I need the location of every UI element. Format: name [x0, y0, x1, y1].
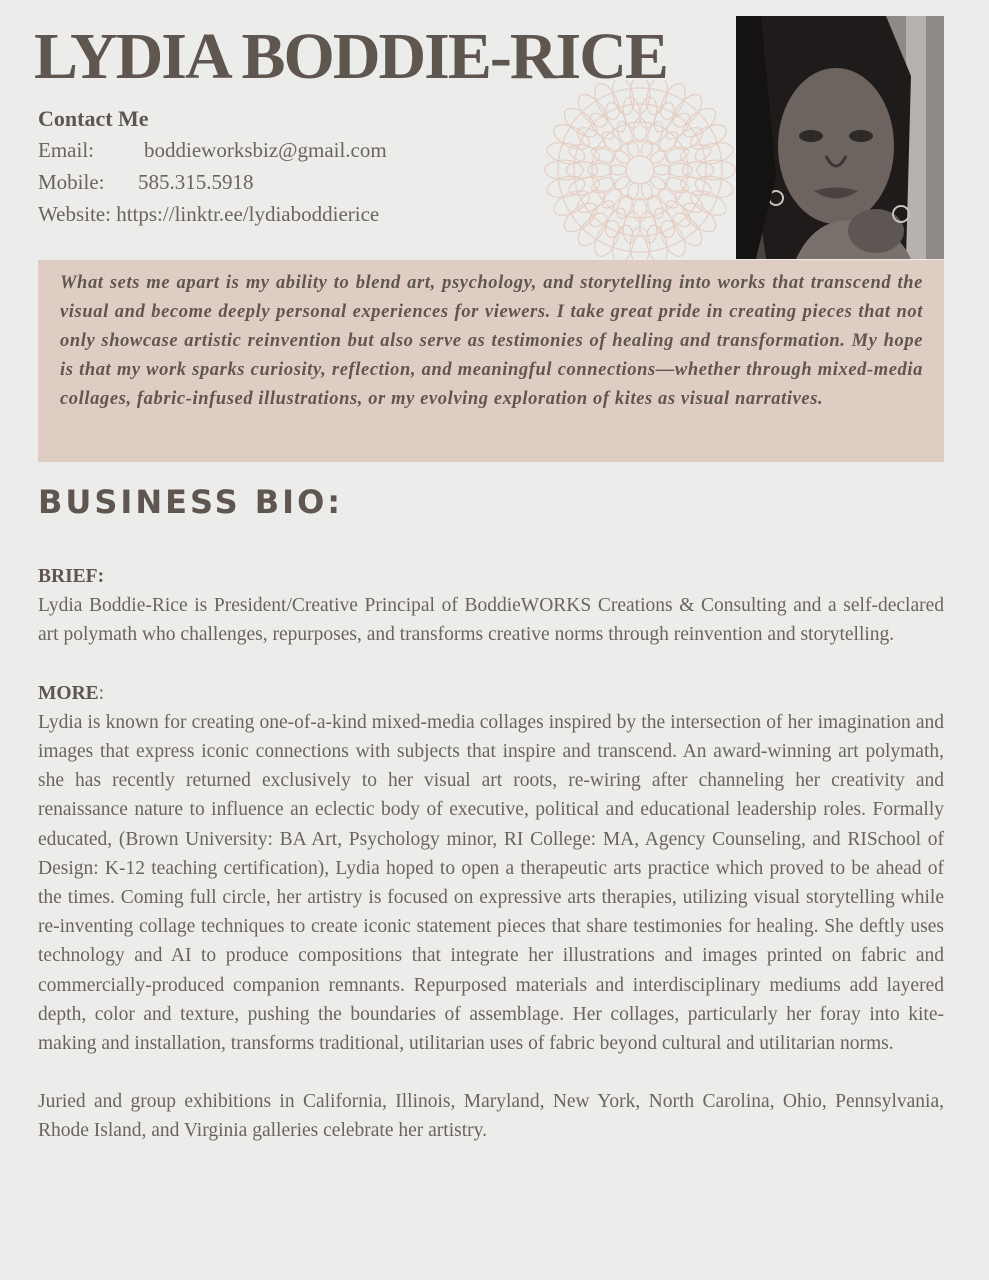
flower-petal	[682, 162, 713, 178]
flower-petal	[645, 119, 666, 146]
website-row	[38, 202, 387, 227]
mobile-row	[38, 170, 387, 195]
mobile-number[interactable]: 585.315.5918	[138, 170, 254, 194]
exhibitions-text: Juried and group exhibitions in California, Illinois, Maryland, New York, North Carolina, Ohio, Pennsylvania, Rhode Island, and Virginia galleries celebrate her artistry.	[38, 1091, 944, 1142]
bio-section	[38, 562, 944, 1146]
more-text: Lydia is known for creating one-of-a-kind mixed-media collages inspired by the intersection of her imagination and images that express iconic connections with subjects that inspire and transcend. An award-winning art polymath, she has recently returned exclusively to her visual art roots, re-wiring after channeling her creativity and renaissance nature to influence an eclectic body of executive, political and educational leadership roles. Formally educated, (Brown University: BA Art, Psychology minor, RI College: MA, Agency Counseling, and RISchool of Design: K-12 teaching certification), Lydia hoped to open a therapeutic arts practice which proved to be ahead of the times. Coming full circle, her artistry is focused on expressive arts therapies, utilizing visual storytelling while re-inventing collage techniques to create iconic statement pieces that share testimonies for healing. She deftly uses technology and AI to produce compositions that integrate her illustrations and images printed on fabric and commercially-produced companion remnants. Repurposed materials and interdisciplinary mediums add layered depth, color and texture, pushing the boundaries of assemblage. Her collages, particularly her foray into kite-making and installation, transforms traditional, utilitarian uses of fabric beyond cultural and utilitarian norms.	[38, 711, 944, 1055]
artist-name: LYDIA BODDIE-RICE	[34, 20, 667, 93]
website-label: Website:	[38, 202, 111, 226]
mobile-label: Mobile:	[38, 170, 105, 194]
flower-petal	[614, 193, 635, 220]
flower-petal	[645, 193, 666, 220]
artist-portrait-photo	[736, 16, 944, 259]
brief-text: Lydia Boddie-Rice is President/Creative Principal of BoddieWORKS Creations & Consulting and a self-declared art polymath who challenges, repurposes, and transforms creative norms through reinvention and storytelling.	[38, 595, 944, 646]
flower-petal	[614, 119, 635, 146]
more-label: MORE	[38, 682, 99, 704]
email-label: Email:	[38, 138, 94, 162]
business-bio-title: BUSINESS BIO:	[38, 483, 344, 521]
email-row	[38, 138, 387, 163]
dahlia-flower-illustration	[540, 80, 740, 260]
contact-section	[38, 106, 387, 234]
brief-label: BRIEF:	[38, 566, 105, 587]
email-link[interactable]: boddieworksbiz@gmail.com	[144, 138, 387, 162]
website-link[interactable]: https://linktr.ee/lydiaboddierice	[116, 202, 380, 226]
portrait-image	[736, 16, 944, 259]
more-colon: :	[98, 682, 105, 704]
flower-petal	[566, 162, 597, 178]
contact-heading: Contact Me	[38, 106, 149, 131]
artist-statement-box	[38, 260, 944, 462]
artist-statement: What sets me apart is my ability to blend art, psychology, and storytelling into works that transcend the visual and become deeply personal experiences for viewers. I take great pride in creating pieces that not only showcase artistic reinvention but also serve as testimonies of healing and transformation. My hope is that my work sparks curiosity, reflection, and meaningful connections—whether through mixed-media collages, fabric-infused illustrations, or my evolving exploration of kites as visual narratives.	[60, 273, 923, 409]
